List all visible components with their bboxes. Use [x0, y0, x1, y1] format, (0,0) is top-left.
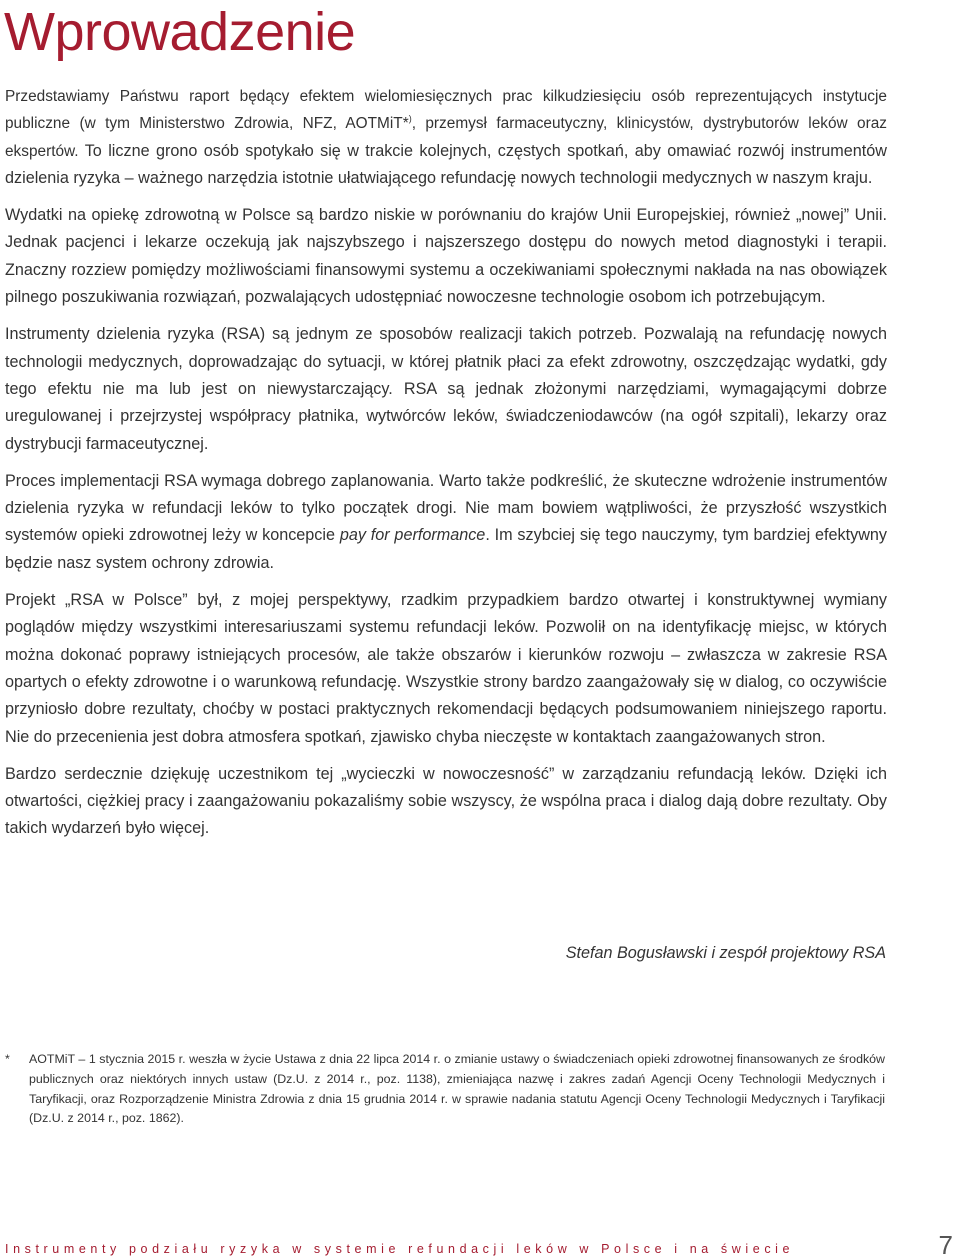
paragraph-spending: Wydatki na opiekę zdrowotną w Polsce są bardzo niskie w porównaniu do krajów Unii Europejskiej, również „nowej” Unii. Jednak pacjenci i lekarze oczekują jak najszybszego i najszerszego dostępu do nowych metod diagnostyki i terapii. Znaczny rozziew pomiędzy możliwościami finansowymi systemu a oczekiwaniami społecznymi nakłada na nas obowiązek pilnego poszukiwania rozwiązań, pozwalających udostępniać nowoczesne technologie osobom ich potrzebującym.: [5, 206, 887, 307]
page-footer: [5, 1230, 955, 1260]
paragraph-implementation: [5, 468, 887, 577]
page-title: Wprowadzenie: [4, 2, 356, 62]
paragraph-implementation-part-b: . Im szybciej się tego nauczymy, tym bardziej efektywny będzie nasz system ochrony zdrowia.: [5, 526, 887, 572]
paragraph-intro: [5, 83, 887, 192]
paragraph-implementation-part-a: Proces implementacji RSA wymaga dobrego zaplanowania. Warto także podkreślić, że skuteczne wdrożenie instrumentów dzielenia ryzyka w refundacji leków to tylko początek drogi. Nie mam bowiem wątpliwości, że przyszłość wszystkich systemów opieki zdrowotnej leży w koncepcie: [5, 471, 887, 545]
paragraph-project: Projekt „RSA w Polsce” był, z mojej perspektywy, rzadkim przypadkiem bardzo otwartej i konstruktywnej wymiany poglądów między wszystkimi interesariuszami systemu refundacji leków. Pozwolił on na identyfikację miejsc, w których można dokonać poprawy istniejących procesów, ale także obszarów i kierunków rozwoju – zwłaszcza w zakresie RSA opartych o efekty zdrowotne i o warunkową refundację. Wszystkie strony bardzo zaangażowały się w dialog, co oczywiście przyniosło dobre rezultaty, choćby w postaci praktycznych rekomendacji będących podsumowaniem niniejszego raportu. Nie do przecenienia jest dobra atmosfera spotkań, zjawisko chyba nieczęste w kontaktach zaangażowanych stron.: [5, 591, 887, 746]
paragraph-thanks: Bardzo serdecznie dziękuję uczestnikom tej „wycieczki w nowoczesność” w zarządzaniu refundacją leków. Dzięki ich otwartości, ciężkiej pracy i zaangażowaniu pokazaliśmy sobie wszyscy, że wspólna praca i dialog dają dobre rezultaty. Oby takich wydarzeń było więcej.: [5, 764, 887, 838]
footnote-ref: ): [408, 113, 412, 124]
paragraph-intro-part-a: Przedstawiamy Państwu raport będący efektem wielomiesięcznych prac kilkudziesięciu osób reprezentujących instytucje publiczne (w tym Ministerstwo Zdrowia, NFZ, AOTMiT*: [5, 88, 887, 133]
paragraph-intro-part-b: , przemysł farmaceutyczny, klinicystów, dystrybutorów leków oraz ekspertów.: [5, 115, 887, 160]
paragraph-intro-part-c: To liczne grono osób spotykało się w trakcie kolejnych, częstych spotkań, aby omawiać rozwój instrumentów dzielenia ryzyka – ważnego narzędzia istotnie ułatwiającego refundację nowych technologii medycznych w naszym kraju.: [5, 141, 887, 187]
paragraph-rsa-instruments: Instrumenty dzielenia ryzyka (RSA) są jednym ze sposobów realizacji takich potrzeb. Pozwalają na refundację nowych technologii medycznych, doprowadzając do sytuacji, w której płatnik płaci za efekt zdrowotny, oszczędzając wydatki, gdy tego efektu nie ma lub jest on niewystarczający. RSA są jednak złożonymi narzędziami, wymagającymi dobrze uregulowanej i przejrzystej współpracy płatnika, wytwórców leków, świadczeniodawców (na ogół szpitali), lekarzy oraz dystrybucji farmaceutycznej.: [5, 325, 887, 453]
pay-for-performance-term: pay for performance: [339, 526, 486, 545]
running-title: Instrumenty podziału ryzyka w systemie refundacji leków w Polsce i na świecie: [5, 1242, 795, 1256]
page-number: 7: [938, 1230, 953, 1260]
body-text: [5, 83, 887, 853]
footnote-text: AOTMiT – 1 stycznia 2015 r. weszła w życie Ustawa z dnia 22 lipca 2014 r. o zmianie ustawy o świadczeniach opieki zdrowotnej finansowanych ze środków publicznych oraz niektórych innych ustaw (Dz.U. z 2014 r., poz. 1138), zmieniająca nazwę i zakres zadań Agencji Oceny Technologii Medycznych i Taryfikacji, oraz Rozporządzenie Ministra Zdrowia z dnia 15 grudnia 2014 r. w sprawie nadania statutu Agencji Oceny Technologii Medycznych i Taryfikacji (Dz.U. z 2014 r., poz. 1862).: [29, 1052, 885, 1126]
footnote: [5, 1050, 885, 1129]
footnote-mark: *: [5, 1052, 10, 1066]
signature: Stefan Bogusławski i zespół projektowy RSA: [565, 944, 886, 962]
